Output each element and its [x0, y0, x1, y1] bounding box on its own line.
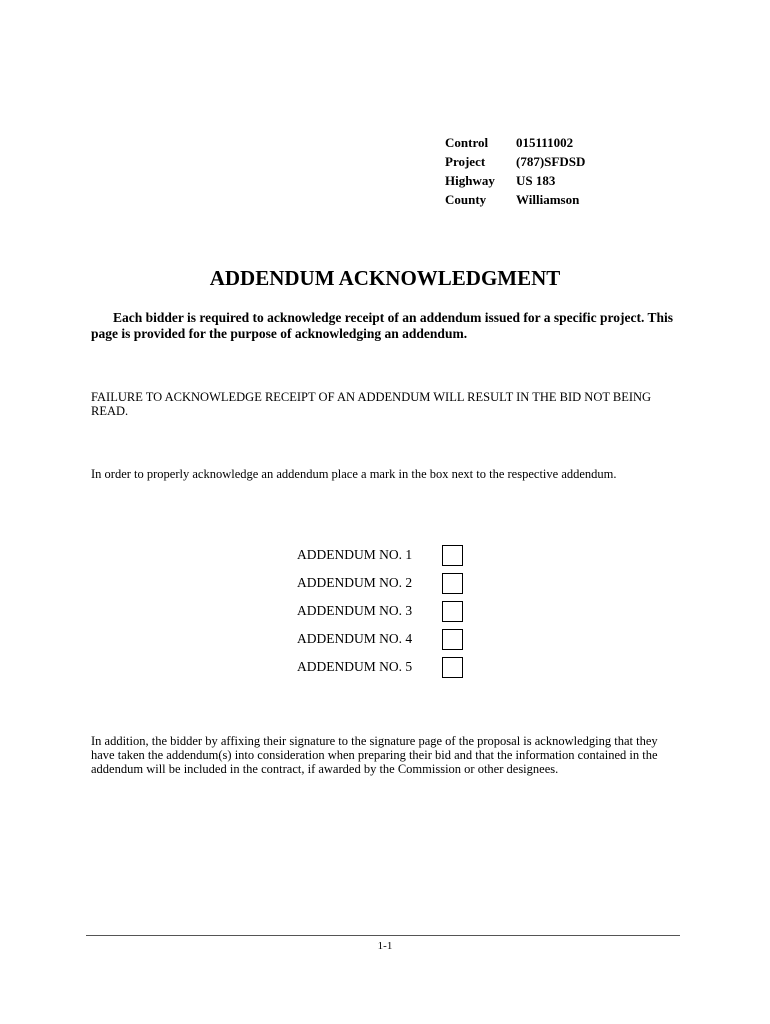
- control-value: 015111002: [516, 135, 574, 150]
- addendum-checkbox-3[interactable]: [442, 601, 463, 622]
- addendum-row-3: [297, 597, 463, 625]
- page-title: ADDENDUM ACKNOWLEDGMENT: [209, 266, 561, 290]
- project-info-table: [445, 133, 585, 209]
- addendum-row-5: [297, 653, 463, 681]
- warning-paragraph: FAILURE TO ACKNOWLEDGE RECEIPT OF AN ADDENDUM WILL RESULT IN THE BID NOT BEING READ.: [91, 390, 652, 418]
- addendum-label-4: ADDENDUM NO. 4: [297, 631, 413, 646]
- addendum-row-2: [297, 569, 463, 597]
- addendum-row-1: [297, 541, 463, 569]
- highway-value: US 183: [516, 173, 556, 188]
- project-value: (787)SFDSD: [516, 154, 586, 169]
- highway-label: Highway: [445, 173, 495, 188]
- addendum-label-1: ADDENDUM NO. 1: [297, 547, 413, 562]
- footer-divider: [86, 935, 680, 936]
- addendum-checkbox-2[interactable]: [442, 573, 463, 594]
- addendum-label-2: ADDENDUM NO. 2: [297, 575, 413, 590]
- instruction-paragraph: In order to properly acknowledge an addendum place a mark in the box next to the respective addendum.: [91, 467, 617, 481]
- control-label: Control: [445, 135, 489, 150]
- county-value: Williamson: [516, 192, 580, 207]
- project-row: [445, 152, 585, 171]
- addendum-checkbox-1[interactable]: [442, 545, 463, 566]
- addendum-checkbox-4[interactable]: [442, 629, 463, 650]
- addendum-checklist: [297, 541, 463, 681]
- addendum-checkbox-5[interactable]: [442, 657, 463, 678]
- county-label: County: [445, 192, 487, 207]
- addendum-row-4: [297, 625, 463, 653]
- page-number: 1-1: [377, 940, 393, 952]
- county-row: [445, 190, 585, 209]
- project-label: Project: [445, 154, 486, 169]
- addendum-label-5: ADDENDUM NO. 5: [297, 659, 413, 674]
- addendum-label-3: ADDENDUM NO. 3: [297, 603, 413, 618]
- intro-paragraph: Each bidder is required to acknowledge receipt of an addendum issued for a specific project. This page is provided for the purpose of acknowledging an addendum.: [91, 310, 674, 341]
- closing-paragraph: In addition, the bidder by affixing their signature to the signature page of the proposal is acknowledging that they have taken the addendum(s) into consideration when preparing their bid and that the information contained in the addendum will be included in the contract, if awarded by the Commission or other designees.: [91, 734, 658, 776]
- highway-row: [445, 171, 585, 190]
- control-row: [445, 133, 585, 152]
